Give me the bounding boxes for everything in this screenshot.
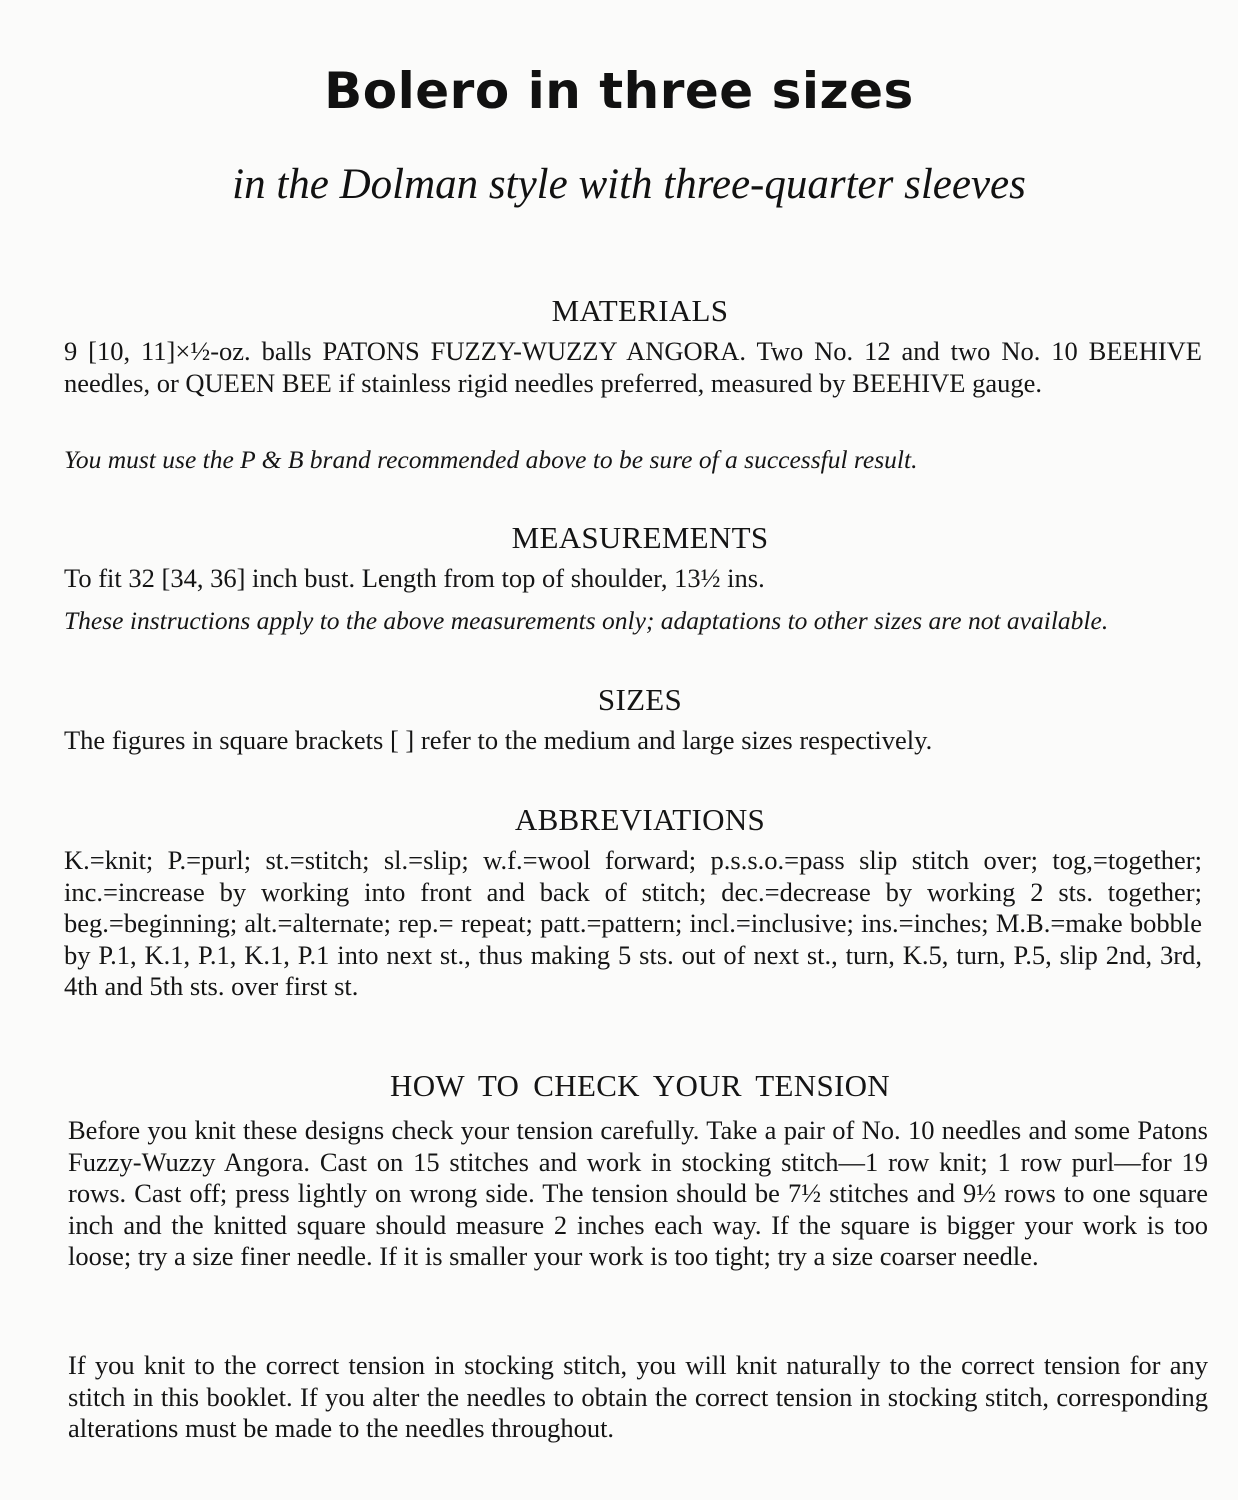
abbreviations-text: K.=knit; P.=purl; st.=stitch; sl.=slip; w.f.=wool forward; p.s.s.o.=pass slip stitch over; tog,=together; inc.=increase by working into front and back of stitch; dec.=decrease by working 2 sts. together; beg.=beginning; alt.=alternate; rep.= repeat; patt.=pattern; incl.=inclusive; ins.=inches; M.B.=make bobble by P.1, K.1, P.1, K.1, P.1 into next st., thus making 5 sts. out of next st., turn, K.5, turn, P.5, slip 2nd, 3rd, 4th and 5th sts. over first st. [64, 845, 1202, 1001]
measurements-heading: MEASUREMENTS [511, 520, 769, 555]
page-title: Bolero in three sizes [324, 62, 914, 120]
materials-note: You must use the P & B brand recommended above to be sure of a successful result. [64, 445, 918, 474]
sizes-text: The figures in square brackets [ ] refer to the medium and large sizes respectively. [64, 725, 933, 755]
tension-text-2: If you knit to the correct tension in stocking stitch, you will knit naturally to the correct tension for any stitch in this booklet. If you alter the needles to obtain the correct tension in stocking stitch, corresponding alterations must be made to the needles throughout. [68, 1350, 1208, 1443]
materials-text: 9 [10, 11]×½-oz. balls PATONS FUZZY-WUZZY ANGORA. Two No. 12 and two No. 10 BEEHIVE needles, or QUEEN BEE if stainless rigid needles preferred, measured by BEEHIVE gauge. [64, 336, 1202, 398]
materials-heading: MATERIALS [551, 293, 729, 328]
measurements-note: These instructions apply to the above measurements only; adaptations to other sizes are not available. [64, 606, 1109, 635]
abbreviations-heading: ABBREVIATIONS [514, 802, 766, 837]
sizes-heading: SIZES [597, 682, 683, 717]
measurements-text: To fit 32 [34, 36] inch bust. Length from top of shoulder, 13½ ins. [64, 563, 765, 593]
tension-text: Before you knit these designs check your tension carefully. Take a pair of No. 10 needles and some Patons Fuzzy-Wuzzy Angora. Cast on 15 stitches and work in stocking stitch—1 row knit; 1 row purl—for 19 rows. Cast off; press lightly on wrong side. The tension should be 7½ stitches and 9½ rows to one square inch and the knitted square should measure 2 inches each way. If the square is bigger your work is too loose; try a size finer needle. If it is smaller your work is too tight; try a size coarser needle. [68, 1115, 1208, 1271]
page-subtitle: in the Dolman style with three-quarter sleeves [232, 161, 1026, 208]
tension-heading: HOW TO CHECK YOUR TENSION [390, 1068, 890, 1103]
